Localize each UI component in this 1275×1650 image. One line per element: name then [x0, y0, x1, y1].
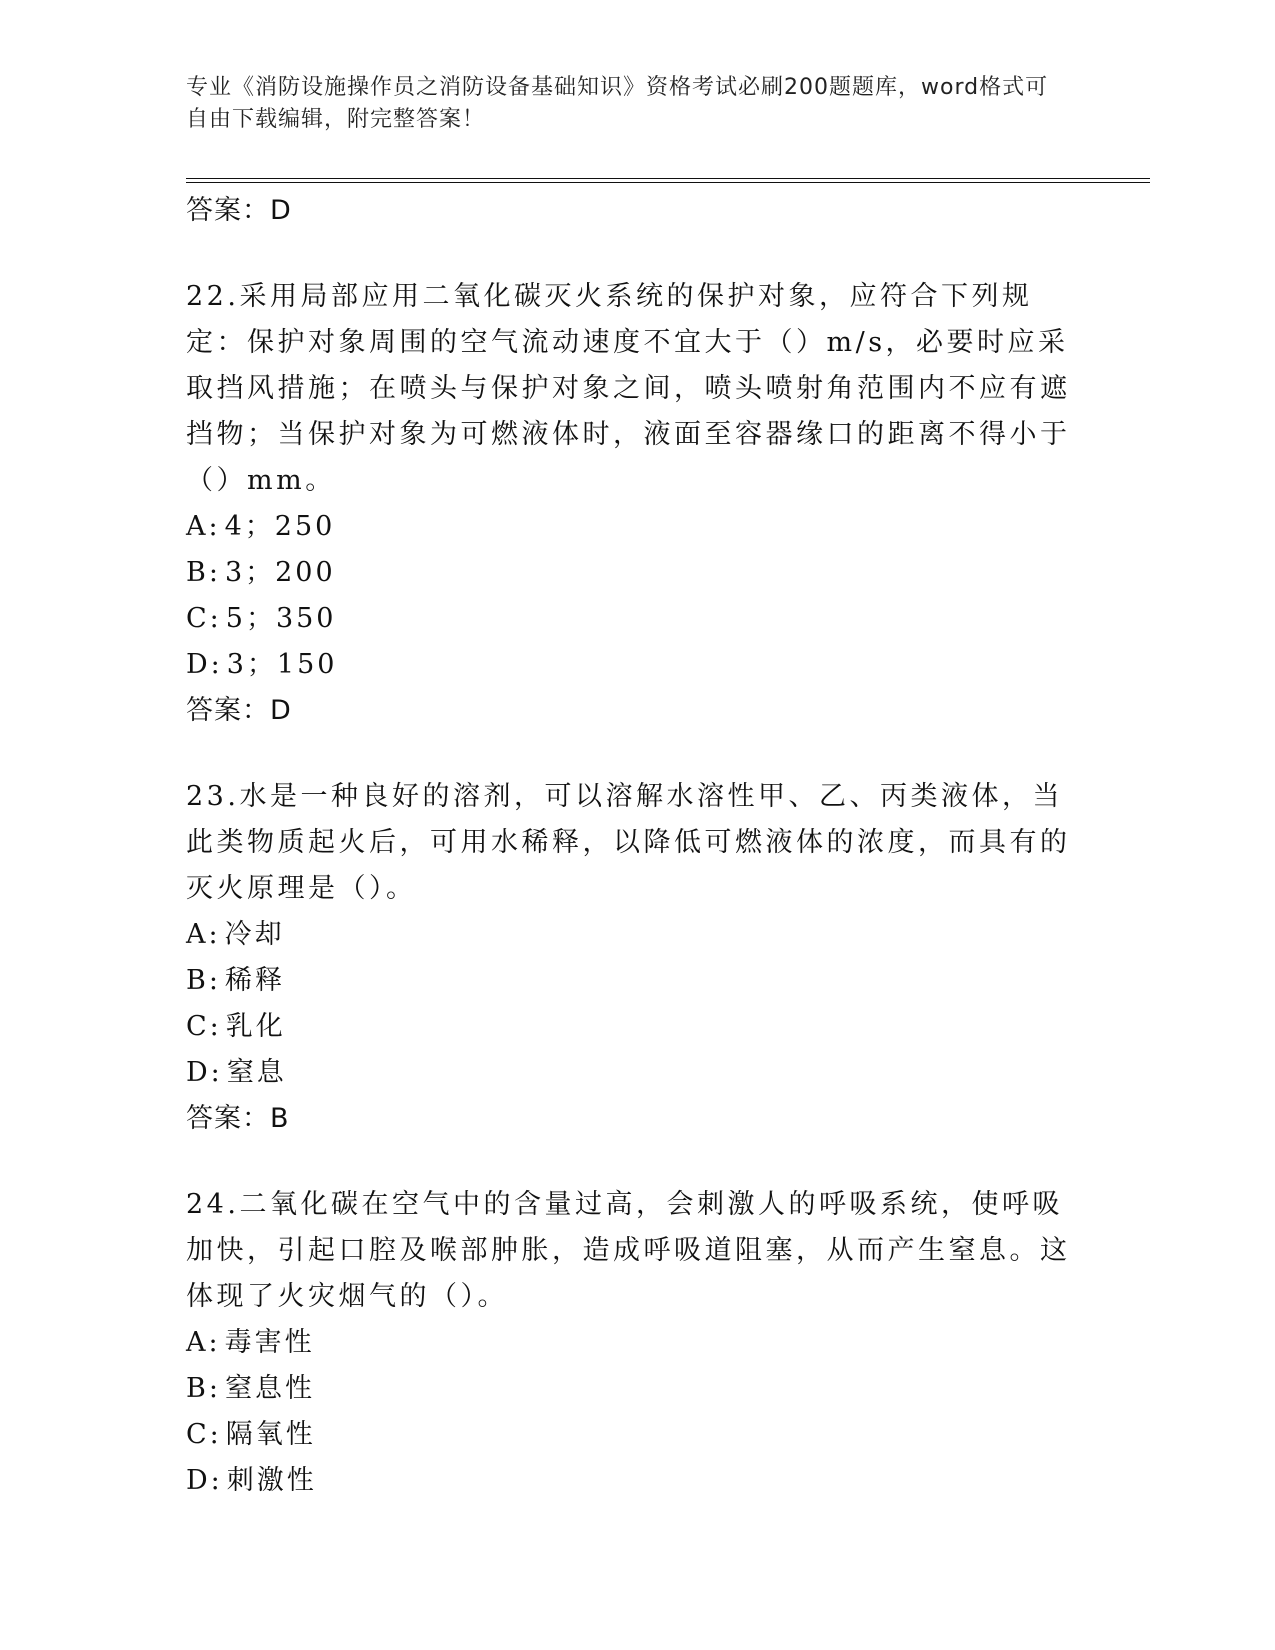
answer: 答案：D	[186, 695, 292, 726]
option-text: 稀释	[224, 965, 285, 996]
question-text: 24.二氧化碳在空气中的含量过高，会刺激人的呼吸系统，使呼吸加快，引起口腔及喉部肿胀，造成呼吸道阻塞，从而产生窒息。这体现了火灾烟气的（）。	[186, 1189, 1071, 1312]
option-label: D:	[186, 649, 223, 680]
question-text: 22.采用局部应用二氧化碳灭火系统的保护对象，应符合下列规定：保护对象周围的空气流动速度不宜大于（）m/s，必要时应采取挡风措施；在喷头与保护对象之间，喷头喷射角范围内不应有遮挡物；当保护对象为可燃液体时，液面至容器缘口的距离不得小于（）mm。	[186, 281, 1071, 496]
option-label: D:	[186, 1465, 223, 1496]
option-text: 冷却	[224, 919, 285, 950]
option-text: 乳化	[225, 1011, 286, 1042]
option-label: B:	[186, 557, 221, 588]
question-22	[186, 274, 1086, 734]
option-label: B:	[186, 965, 221, 996]
option-d	[186, 1458, 1086, 1504]
option-label: A:	[186, 919, 221, 950]
option-text: 3；150	[226, 649, 338, 680]
option-a	[186, 912, 1086, 958]
option-text: 刺激性	[226, 1465, 317, 1496]
question-list	[186, 188, 1086, 1504]
option-label: B:	[186, 1373, 221, 1404]
option-text: 3；200	[224, 557, 336, 588]
question-23	[186, 774, 1086, 1142]
header-divider-top	[186, 178, 1150, 179]
option-b	[186, 1366, 1086, 1412]
option-label: A:	[186, 511, 221, 542]
question-24	[186, 1182, 1086, 1504]
option-label: C:	[186, 1011, 222, 1042]
page-header: 专业《消防设施操作员之消防设备基础知识》资格考试必刷200题题库，word格式可自由下载编辑，附完整答案！	[186, 75, 1049, 132]
option-label: C:	[186, 603, 222, 634]
option-d	[186, 1050, 1086, 1096]
option-label: A:	[186, 1327, 221, 1358]
option-label: C:	[186, 1419, 222, 1450]
option-b	[186, 958, 1086, 1004]
option-b	[186, 550, 1086, 596]
answer: 答案：B	[186, 1103, 290, 1134]
option-a	[186, 504, 1086, 550]
option-c	[186, 1004, 1086, 1050]
header-divider-bottom	[186, 182, 1150, 183]
option-text: 窒息性	[224, 1373, 315, 1404]
option-a	[186, 1320, 1086, 1366]
option-text: 窒息	[226, 1057, 287, 1088]
option-text: 4；250	[224, 511, 336, 542]
previous-answer: 答案：D	[186, 195, 292, 226]
option-d	[186, 642, 1086, 688]
option-text: 隔氧性	[225, 1419, 316, 1450]
question-text: 23.水是一种良好的溶剂，可以溶解水溶性甲、乙、丙类液体，当此类物质起火后，可用水稀释，以降低可燃液体的浓度，而具有的灭火原理是（）。	[186, 781, 1071, 904]
option-c	[186, 1412, 1086, 1458]
option-c	[186, 596, 1086, 642]
option-text: 毒害性	[224, 1327, 315, 1358]
option-label: D:	[186, 1057, 223, 1088]
option-text: 5；350	[225, 603, 337, 634]
